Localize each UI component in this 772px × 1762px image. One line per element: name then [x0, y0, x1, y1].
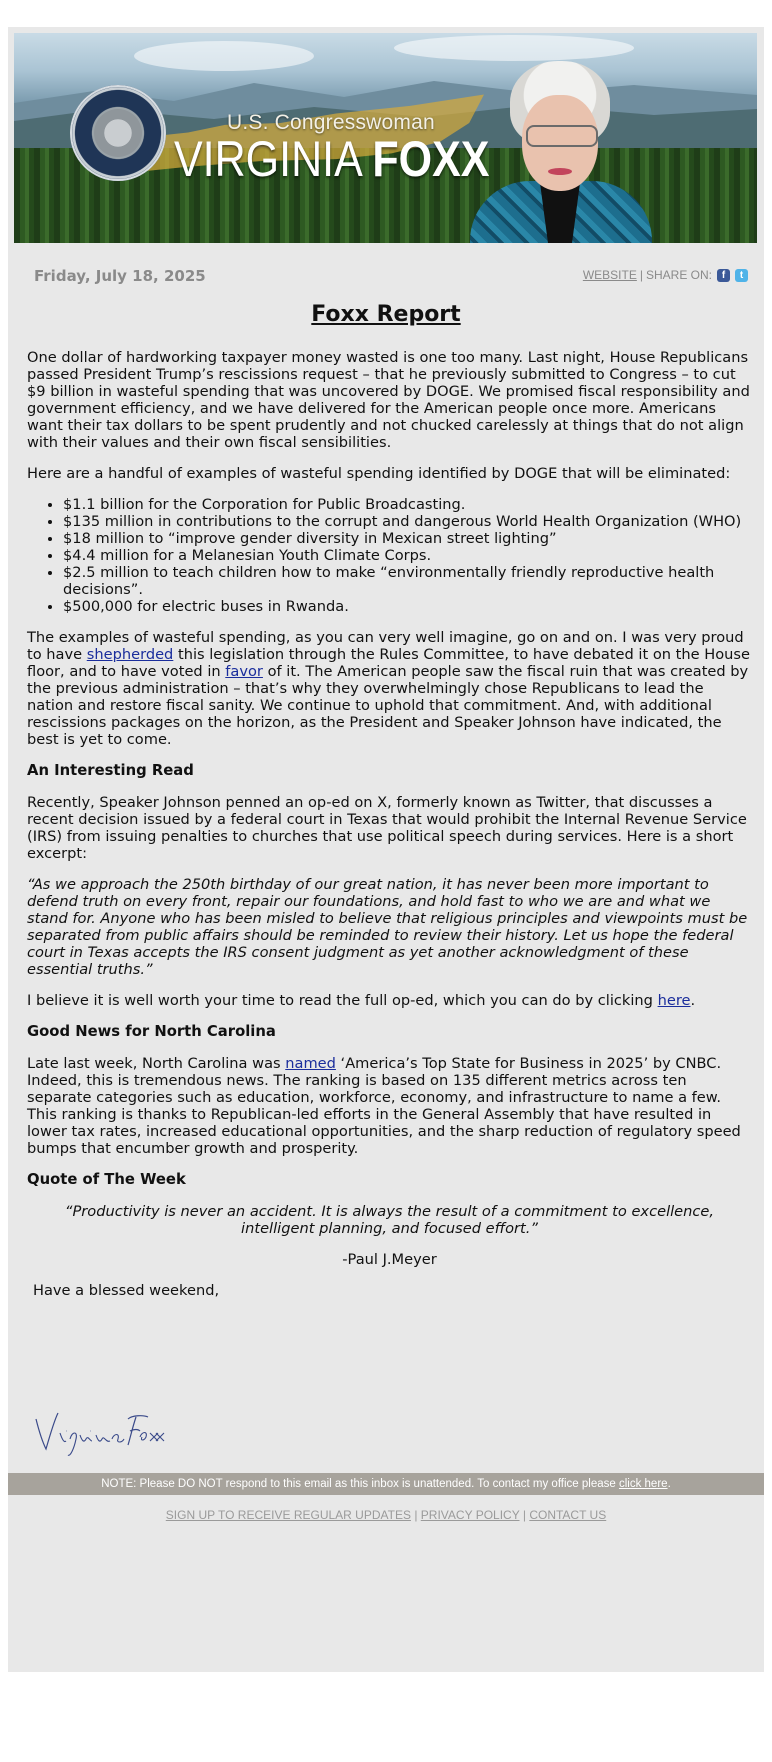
header-banner	[14, 33, 757, 243]
handwritten-signature	[32, 1405, 172, 1465]
text: this legislation through the Rules Committee, to have debated it on the House floor, and to have voted in	[27, 646, 750, 680]
paragraph-intro: One dollar of hardworking taxpayer money wasted is one too many. Last night, House Republicans passed President Trump’s rescissions request – that he previously submitted to Congress – to cut $9 billion in wasteful spending that was uncovered by DOGE. We promised fiscal responsibility and government efficiency, and we have delivered for the American people once more. Americans want their tax dollars to be spent prudently and not chucked carelessly at things that do not align with their values and their own fiscal sensibilities.	[27, 349, 750, 451]
favor-link[interactable]: favor	[225, 663, 263, 680]
here-link[interactable]: here	[657, 992, 691, 1009]
list-item: • $500,000 for electric buses in Rwanda.	[63, 598, 752, 615]
text: I believe it is well worth your time to read the full op-ed, which you can do by clicking	[27, 992, 658, 1009]
separator: |	[639, 268, 643, 282]
notice-end: .	[667, 1478, 671, 1490]
twitter-icon[interactable]: t	[735, 269, 748, 282]
banner-subtitle: U.S. Congresswoman	[227, 111, 435, 134]
newsletter-title: Foxx Report	[311, 302, 461, 327]
newsletter-frame	[8, 27, 764, 1672]
notice-text: NOTE: Please DO NOT respond to this email as this inbox is unattended. To contact my office please	[101, 1478, 619, 1490]
list-item: • $135 million in contributions to the corrupt and dangerous World Health Organization (WHO)	[63, 513, 752, 530]
separator: |	[522, 1508, 526, 1522]
banner-name-last: FOXX	[372, 131, 490, 187]
heading-good-news: Good News for North Carolina	[27, 1023, 276, 1040]
text: .	[690, 992, 696, 1009]
text: ‘America’s Top State for Business in 2025’ by CNBC. Indeed, this is tremendous news. The ranking is based on 135 different metrics across ten separate categories such as education, workforce, economy, and infrastructure to name a few. This ranking is thanks to Republican-led efforts in the General Assembly that have resulted in lower tax rates, increased educational opportunities, and the sharp reduction of regulatory speed bumps that encumber growth and prosperity.	[27, 1055, 741, 1157]
spending-list	[27, 496, 752, 615]
website-link[interactable]: WEBSITE	[582, 268, 637, 282]
list-item: • $4.4 million for a Melanesian Youth Climate Corps.	[63, 547, 752, 564]
paragraph-oped: Recently, Speaker Johnson penned an op-ed on X, formerly known as Twitter, that discusses a recent decision issued by a federal court in Texas that would prohibit the Internal Revenue Service (IRS) from issuing penalties to churches that use political speech during services. Here is a short excerpt:	[27, 794, 747, 862]
text: The examples of wasteful spending, as you can very well imagine, go on and on. I was very proud to have	[27, 629, 744, 663]
quote-author: -Paul J.Meyer	[342, 1251, 437, 1268]
named-link[interactable]: named	[285, 1055, 336, 1072]
text: Late last week, North Carolina was	[27, 1055, 286, 1072]
oped-excerpt: “As we approach the 250th birthday of our great nation, it has never been more important to defend truth on every front, repair our foundations, and hold fast to who we are and what we stand for. Anyone who has been misled to believe that religious principles and viewpoints must be separated from public affairs should be reminded to review their history. Let us hope the federal court in Texas accepts the IRS consent judgment as yet another acknowledgment of these essential truths.”	[27, 876, 748, 978]
footer-links	[0, 1508, 772, 1522]
share-label: SHARE ON:	[645, 268, 712, 282]
text: of it. The American people saw the fiscal ruin that was created by the previous administration – that’s why they overwhelmingly chose Republicans to lead the nation and restore fiscal sanity. We continue to uphold that commitment. And, with additional rescissions packages on the horizon, as the President and Speaker Johnson have indicated, the best is yet to come.	[27, 663, 749, 748]
shepherded-link[interactable]: shepherded	[86, 646, 174, 663]
list-item: • $1.1 billion for the Corporation for Public Broadcasting.	[63, 496, 752, 513]
closing-line: Have a blessed weekend,	[33, 1282, 220, 1299]
nc-state-seal-icon	[70, 85, 166, 181]
issue-date: Friday, July 18, 2025	[34, 267, 206, 285]
heading-interesting-read: An Interesting Read	[27, 762, 194, 779]
separator: |	[414, 1508, 418, 1522]
paragraph-north-carolina	[27, 1055, 752, 1157]
paragraph-rescissions	[27, 629, 752, 748]
list-item: • $18 million to “improve gender diversity in Mexican street lighting”	[63, 530, 752, 547]
heading-quote-of-week: Quote of The Week	[27, 1171, 186, 1188]
banner-name-first: VIRGINIA	[174, 131, 361, 187]
unattended-inbox-notice	[8, 1473, 764, 1495]
facebook-icon[interactable]: f	[717, 269, 730, 282]
banner-name	[174, 129, 489, 189]
privacy-policy-link[interactable]: PRIVACY POLICY	[420, 1508, 520, 1522]
congresswoman-portrait	[466, 43, 652, 243]
newsletter-body	[27, 349, 752, 1313]
contact-us-link[interactable]: CONTACT US	[529, 1508, 607, 1522]
quote-of-week: “Productivity is never an accident. It is always the result of a commitment to excellence, intelligent planning, and focused effort.”	[64, 1203, 715, 1237]
paragraph-examples-intro: Here are a handful of examples of wasteful spending identified by DOGE that will be eliminated:	[27, 465, 731, 482]
contact-office-link[interactable]: click here	[618, 1478, 668, 1490]
paragraph-read-more	[27, 992, 752, 1009]
share-bar	[583, 268, 748, 282]
list-item: • $2.5 million to teach children how to make “environmentally friendly reproductive health decisions”.	[63, 564, 752, 598]
signup-link[interactable]: SIGN UP TO RECEIVE REGULAR UPDATES	[165, 1508, 411, 1522]
